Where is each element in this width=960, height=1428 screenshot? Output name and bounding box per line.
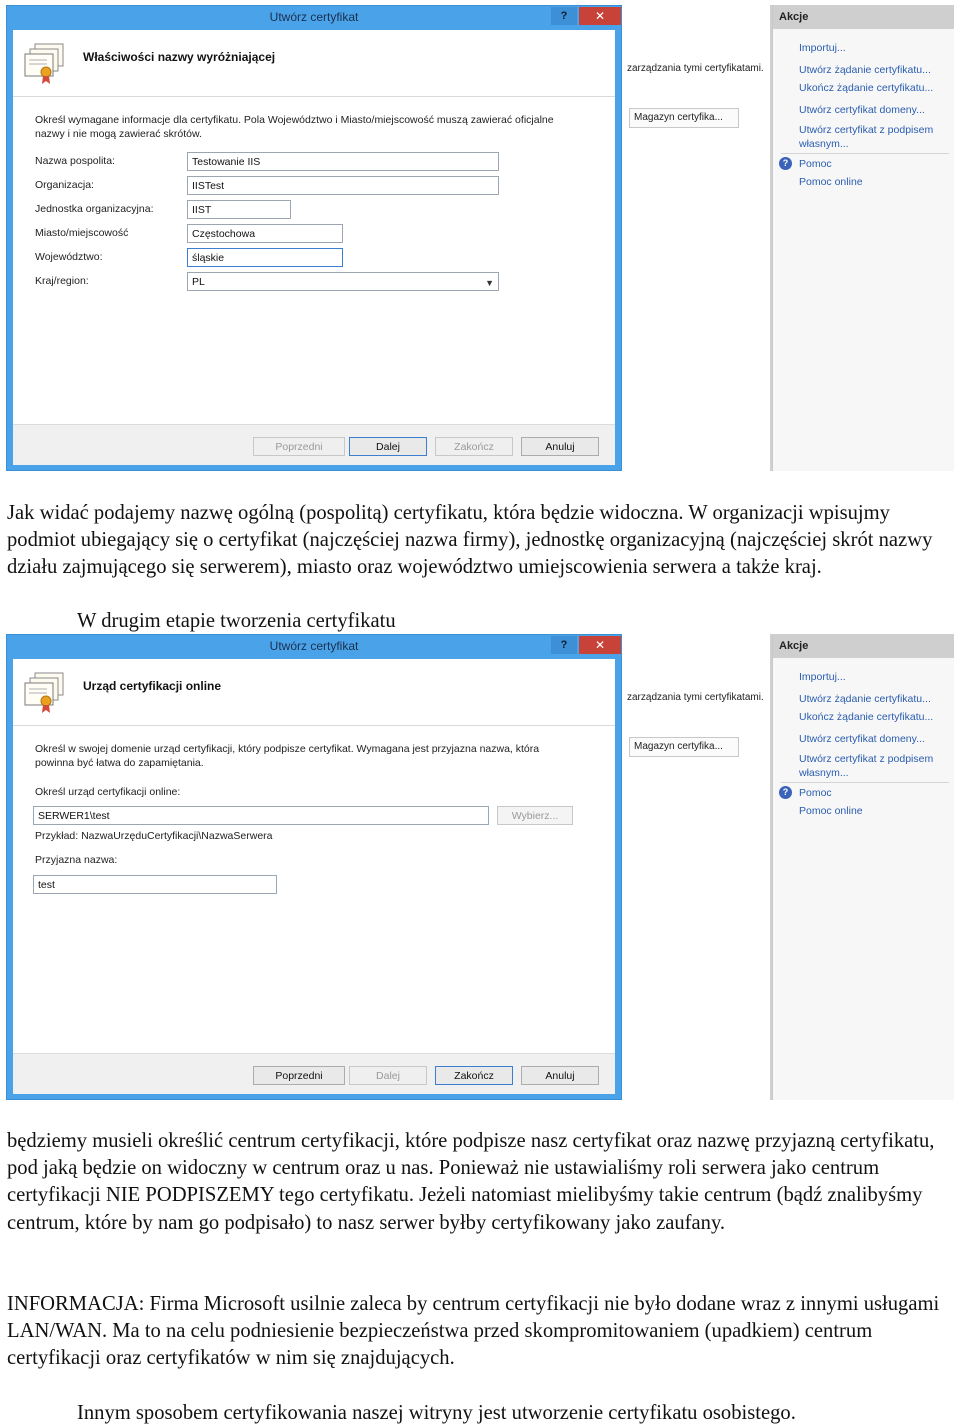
close-button[interactable]: ✕ bbox=[579, 636, 621, 654]
certificate-icon bbox=[23, 42, 67, 86]
organization-input[interactable]: IISTest bbox=[187, 176, 499, 195]
cancel-button[interactable]: Anuluj bbox=[521, 437, 599, 456]
paragraph-2: W drugim etapie tworzenia certyfikatu bbox=[77, 610, 396, 632]
instructions: Określ wymagane informacje dla certyfikatu. Pola Województwo i Miasto/miejscowość muszą zawierać oficjalne nazwy i nie mogą zawierać skrótów. bbox=[35, 114, 554, 140]
ca-example: Przykład: NazwaUrzęduCertyfikacji\NazwaSerwera bbox=[35, 830, 273, 842]
dialog-client bbox=[13, 30, 615, 464]
state-input[interactable]: śląskie bbox=[187, 248, 343, 267]
help-icon: ? bbox=[779, 786, 792, 799]
cancel-button[interactable]: Anuluj bbox=[521, 1066, 599, 1085]
common-name-input[interactable]: Testowanie IIS bbox=[187, 152, 499, 171]
wizard-header bbox=[13, 30, 615, 97]
create-certificate-dialog bbox=[6, 634, 622, 1100]
state-label: Województwo: bbox=[35, 251, 103, 263]
paragraph-1: Jak widać podajemy nazwę ogólną (pospolitą) certyfikatu, która będzie widoczna. W organizacji wpisujmy podmiot ubiegający się o certyfikat (najczęściej nazwa firmy), jednostkę organizacyjną (najczęściej skrót nazwy działu zajmującego się serwerem), miasto oraz województwo umiejscowienia serwera a także kraj. bbox=[7, 502, 933, 579]
wizard-body bbox=[13, 97, 615, 397]
dialog-title: Utwórz certyfikat bbox=[269, 639, 359, 653]
action-import[interactable]: Importuj... bbox=[799, 42, 846, 54]
create-certificate-dialog bbox=[6, 5, 622, 471]
action-create-self-signed[interactable]: Utwórz certyfikat z podpisem własnym... bbox=[799, 124, 934, 150]
back-button[interactable]: Poprzedni bbox=[253, 437, 345, 456]
screenshot-distinguished-name bbox=[6, 5, 954, 471]
actions-separator bbox=[781, 153, 949, 154]
country-select-value: PL bbox=[192, 276, 205, 288]
org-unit-label: Jednostka organizacyjna: bbox=[35, 203, 154, 215]
chevron-down-icon: ▼ bbox=[485, 278, 494, 288]
next-button[interactable]: Dalej bbox=[349, 437, 427, 456]
friendly-name-label: Przyjazna nazwa: bbox=[35, 854, 118, 866]
select-ca-button[interactable]: Wybierz... bbox=[497, 806, 573, 825]
paragraph-4: INFORMACJA: Firma Microsoft usilnie zaleca by centrum certyfikacji nie było dodane wraz z innymi usługami LAN/WAN. Ma to na celu podniesienie bezpieczeństwa przed skompromitowaniem (upadkiem) centrum certyfikacji oraz certyfikatów w nim się znajdujących. bbox=[7, 1293, 940, 1370]
actions-title: Akcje bbox=[773, 5, 954, 29]
paragraph-3: będziemy musieli określić centrum certyfikacji, które podpisze nasz certyfikat oraz nazwę przyjazną certyfikatu, pod jaką będzie on widoczny w centrum oraz u nas. Ponieważ nie ustawialiśmy roli serwera jako centrum certyfikacji NIE PODPISZEMY tego certyfikatu. Jeżeli natomiast mielibyśmy takie centrum (bądź znalibyśmy centrum, które by nam go podpisało) to nasz serwer byłby certyfikowany jako zaufany. bbox=[7, 1130, 935, 1234]
org-unit-input[interactable]: IIST bbox=[187, 200, 291, 219]
wizard-header bbox=[13, 659, 615, 726]
action-create-request[interactable]: Utwórz żądanie certyfikatu... bbox=[799, 693, 931, 705]
dialog-titlebar bbox=[7, 6, 621, 30]
action-create-domain-cert[interactable]: Utwórz certyfikat domeny... bbox=[799, 104, 925, 116]
help-button[interactable]: ? bbox=[551, 7, 577, 25]
ca-label: Określ urząd certyfikacji online: bbox=[35, 786, 181, 798]
dialog-title: Utwórz certyfikat bbox=[269, 10, 359, 24]
actions-separator bbox=[781, 782, 949, 783]
dialog-titlebar bbox=[7, 635, 621, 659]
country-label: Kraj/region: bbox=[35, 275, 89, 287]
action-help-online[interactable]: Pomoc online bbox=[799, 805, 863, 817]
wizard-step-title: Właściwości nazwy wyróżniającej bbox=[83, 50, 276, 64]
help-button[interactable]: ? bbox=[551, 636, 577, 654]
action-create-domain-cert[interactable]: Utwórz certyfikat domeny... bbox=[799, 733, 925, 745]
action-create-request[interactable]: Utwórz żądanie certyfikatu... bbox=[799, 64, 931, 76]
certificate-store-column[interactable]: Magazyn certyfika... bbox=[629, 737, 739, 757]
screenshot-online-ca bbox=[6, 634, 954, 1100]
wizard-body bbox=[13, 726, 615, 1026]
console-description-text: zarządzania tymi certyfikatami. bbox=[627, 63, 764, 74]
actions-pane bbox=[772, 5, 954, 471]
wizard-footer bbox=[13, 424, 615, 465]
actions-title: Akcje bbox=[773, 634, 954, 658]
action-complete-request[interactable]: Ukończ żądanie certyfikatu... bbox=[799, 711, 934, 723]
console-content-panel bbox=[620, 5, 771, 471]
organization-label: Organizacja: bbox=[35, 179, 94, 191]
close-button[interactable]: ✕ bbox=[579, 7, 621, 25]
finish-button[interactable]: Zakończ bbox=[435, 1066, 513, 1085]
wizard-step-title: Urząd certyfikacji online bbox=[83, 679, 222, 693]
next-button[interactable]: Dalej bbox=[349, 1066, 427, 1085]
action-create-self-signed[interactable]: Utwórz certyfikat z podpisem własnym... bbox=[799, 753, 934, 779]
dialog-client bbox=[13, 659, 615, 1093]
certificate-icon bbox=[23, 671, 67, 715]
city-label: Miasto/miejscowość bbox=[35, 227, 129, 239]
common-name-label: Nazwa pospolita: bbox=[35, 155, 115, 167]
paragraph-5: Innym sposobem certyfikowania naszej witryny jest utworzenie certyfikatu osobistego. bbox=[77, 1402, 796, 1424]
ca-input[interactable]: SERWER1\test bbox=[33, 806, 489, 825]
action-help[interactable]: Pomoc bbox=[799, 158, 832, 170]
help-icon: ? bbox=[779, 157, 792, 170]
action-complete-request[interactable]: Ukończ żądanie certyfikatu... bbox=[799, 82, 934, 94]
finish-button[interactable]: Zakończ bbox=[435, 437, 513, 456]
console-content-panel bbox=[620, 634, 771, 1100]
actions-pane bbox=[772, 634, 954, 1100]
country-select[interactable] bbox=[187, 272, 499, 291]
city-input[interactable]: Częstochowa bbox=[187, 224, 343, 243]
certificate-store-column[interactable]: Magazyn certyfika... bbox=[629, 108, 739, 128]
console-description-text: zarządzania tymi certyfikatami. bbox=[627, 692, 764, 703]
action-help-online[interactable]: Pomoc online bbox=[799, 176, 863, 188]
friendly-name-input[interactable]: test bbox=[33, 875, 277, 894]
back-button[interactable]: Poprzedni bbox=[253, 1066, 345, 1085]
instructions: Określ w swojej domenie urząd certyfikacji, który podpisze certyfikat. Wymagana jest przyjazna nazwa, która powinna być łatwa do zapamiętania. bbox=[35, 743, 540, 769]
action-help[interactable]: Pomoc bbox=[799, 787, 832, 799]
wizard-footer bbox=[13, 1053, 615, 1094]
action-import[interactable]: Importuj... bbox=[799, 671, 846, 683]
